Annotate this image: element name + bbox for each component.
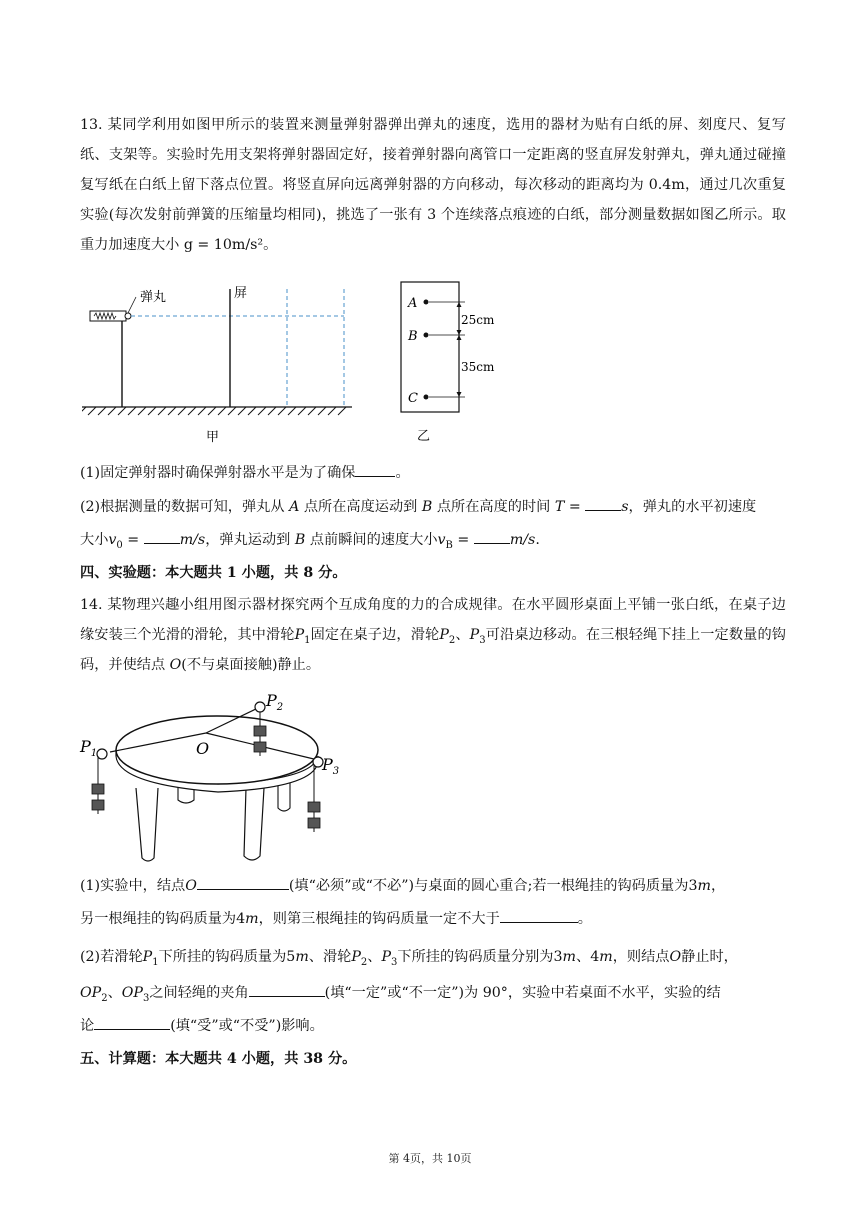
answer-blank[interactable] [355,462,395,477]
dim-bc: 35cm [461,360,495,374]
figure-table [78,690,358,868]
label-O: O [196,739,210,758]
answer-blank[interactable] [94,1015,170,1030]
page-footer: 第 4页，共 10页 [388,1152,472,1165]
q13-sub2-line2: 大小$v_0 = m/s$，弹丸运动到 B 点前瞬间的速度大小$v_B = m/s$. [80,528,786,552]
label-screen: 屏 [234,286,248,301]
answer-blank-vB[interactable] [474,529,510,544]
section-4-heading: 四、实验题：本大题共 1 小题，共 8 分。 [80,565,347,581]
answer-blank-T[interactable] [585,496,621,511]
q14-text: 14. 某物理兴趣小组用图示器材探究两个互成角度的力的合成规律。在水平圆形桌面上平铺一张白纸，在桌子边缘安装三个光滑的滑轮，其中滑轮$P_1$固定在桌子边，滑轮$P_2$、$P_3$可沿桌边移动。在三根轻绳下挂上一定数量的钩码，并使结点 O(不与桌面接触)静止。 [80,597,786,673]
label-P1: $P_1$ [80,737,98,759]
figure-jia [82,285,362,445]
q13-text: 13. 某同学利用如图甲所示的装置来测量弹射器弹出弹丸的速度，选用的器材为贴有白纸的屏、刻度尺、复写纸、支架等。实验时先用支架将弹射器固定好，接着弹射器向离管口一定距离的竖直屏发射弹丸，弹丸通过碰撞复写纸在白纸上留下落点位置。将竖直屏向远离弹射器的方向移动，每次移动的距离均为 0.4m，通过几次重复实验(每次发射前弹簧的压缩量均相同)，挑选了一张有 3 个连续落点痕迹的白纸，部分测量数据如图乙所示。取重力加速度大小 g = 10m/s²。 [80,117,786,253]
label-P2: $P_2$ [266,691,284,713]
q14-sub2-line2: $OP_2$、$OP_3$之间轻绳的夹角 (填“一定”或“不一定”)为 90°，实验中若桌面不水平，实验的结 [80,981,786,1005]
answer-blank-v0[interactable] [144,529,180,544]
answer-blank[interactable] [249,982,325,997]
label-P3: $P_3$ [322,755,340,777]
figure-yi [395,280,515,445]
label-ball: 弹丸 [140,290,167,305]
q13-sub1: (1)固定弹射器时确保弹射器水平是为了确保 。 [80,461,786,485]
section-5-heading: 五、计算题：本大题共 4 小题，共 38 分。 [80,1051,357,1067]
dim-ab: 25cm [461,313,495,327]
q14-sub1-line1: (1)实验中，结点O (填“必须”或“不必”)与桌面的圆心重合;若一根绳挂的钩码质量为3m， [80,874,786,898]
point-A: A [408,296,418,311]
q13-sub2-line1: (2)根据测量的数据可知，弹丸从 A 点所在高度运动到 B 点所在高度的时间 T = s，弹丸的水平初速度 [80,495,786,519]
q14-sub2-line3: 论 (填“受”或“不受”)影响。 [80,1014,786,1038]
q14-sub1-line2: 另一根绳挂的钩码质量为4m，则第三根绳挂的钩码质量一定不大于 。 [80,907,786,931]
caption-yi: 乙 [417,429,431,444]
q14-sub2-line1: (2)若滑轮$P_1$下所挂的钩码质量为5m、滑轮$P_2$、$P_3$下所挂的钩码质量分别为3m、4m，则结点O静止时， [80,949,738,968]
answer-blank[interactable] [197,875,289,890]
point-C: C [408,391,418,406]
caption-jia: 甲 [206,430,220,445]
answer-blank[interactable] [500,908,578,923]
point-B: B [408,329,418,344]
